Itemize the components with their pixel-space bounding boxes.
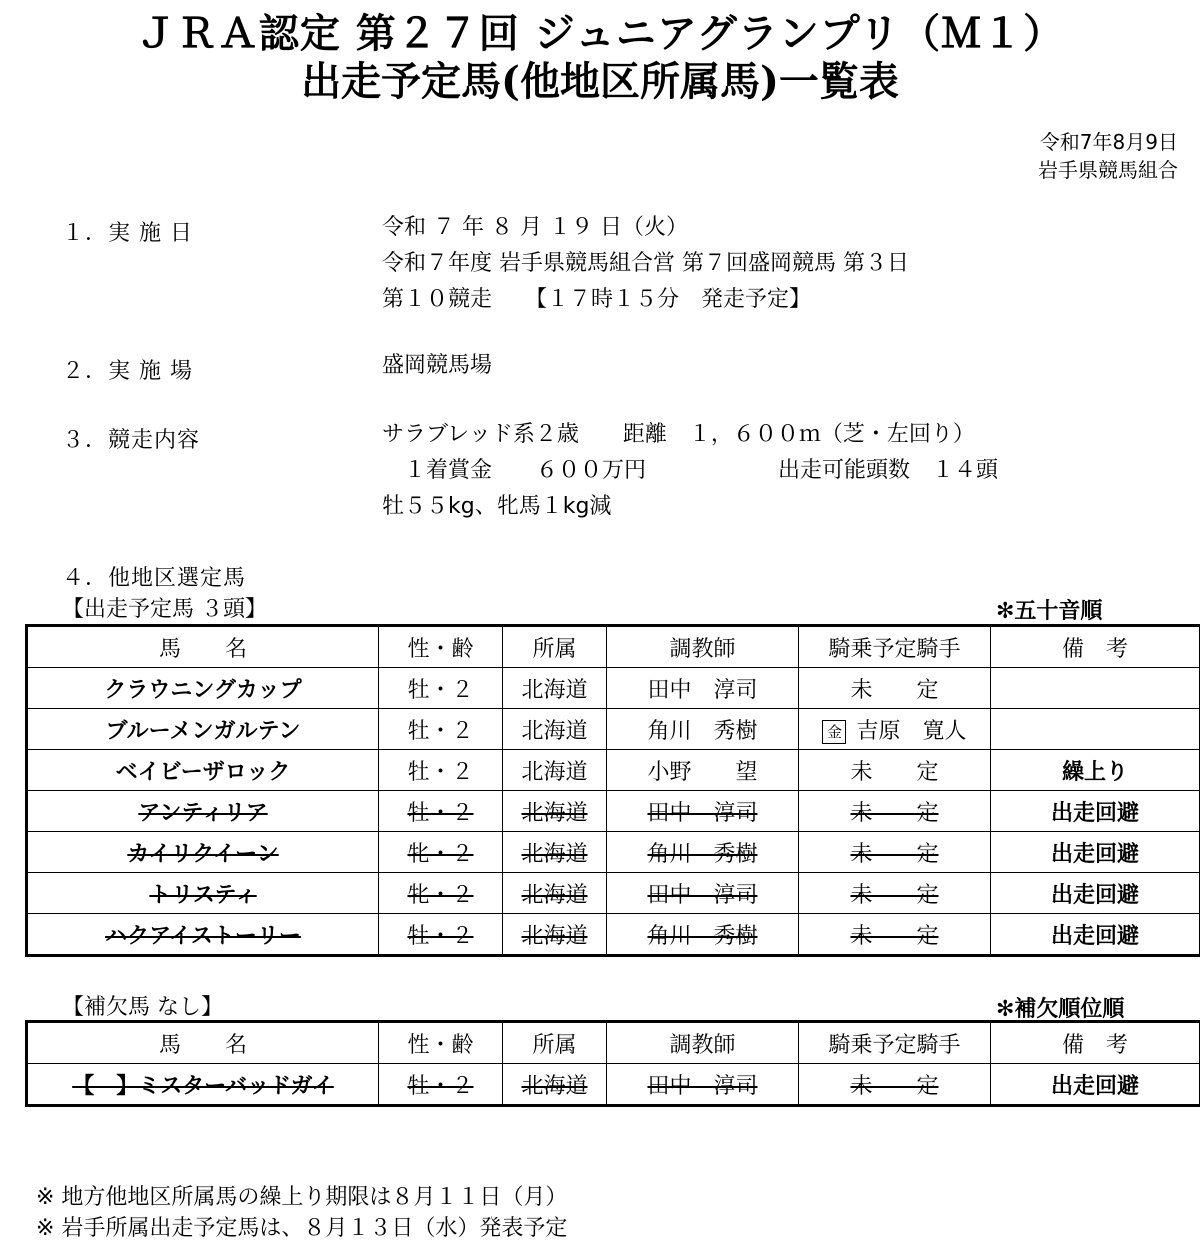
- section-2-body: 盛岡競馬場: [382, 348, 492, 384]
- trainer-text: 田中 淳司: [647, 1074, 757, 1099]
- trainer-cell: [607, 1064, 799, 1106]
- reserves-label: 【補欠馬 なし】: [62, 990, 223, 1021]
- jockey-cell: [799, 791, 991, 832]
- remarks-text: 出走回避: [1051, 924, 1139, 949]
- trainer-text: 角川 秀樹: [647, 719, 757, 744]
- header-remarks: 備 考: [991, 1022, 1200, 1064]
- sex-age-cell: [379, 791, 503, 832]
- jockey-text: 未 定: [850, 760, 938, 785]
- horse-name-text: ハクアイストーリー: [105, 924, 301, 949]
- affiliation-text: 北海道: [521, 719, 587, 744]
- document-title: ＪＲＡ認定 第２７回 ジュニアグランプリ（Ｍ１）: [0, 2, 1200, 59]
- affiliation-cell: [503, 709, 607, 750]
- horse-name-cell: [27, 750, 379, 791]
- jockey-text: 未 定: [850, 801, 938, 826]
- section-3-heading: ３．競走内容: [62, 423, 200, 454]
- section-1-body: 令和 ７ 年 ８ 月 １９ 日（火） 令和７年度 岩手県競馬組合営 第７回盛岡競馬 第３日 第１０競走 【１７時１５分 発走予定】: [382, 210, 909, 318]
- horse-name-cell: [27, 791, 379, 832]
- horse-name-text: トリスティ: [149, 883, 256, 908]
- horse-name-cell: [27, 668, 379, 709]
- sex-age-text: 牝・２: [407, 842, 473, 867]
- remarks-cell: [991, 914, 1200, 956]
- table-row: [27, 873, 1200, 914]
- jockey-cell: [799, 1064, 991, 1106]
- jockey-text: 吉原 寛人: [856, 719, 966, 744]
- jockey-cell: [799, 668, 991, 709]
- jockey-cell: [799, 750, 991, 791]
- footnote-1: ※ 地方他地区所属馬の繰上り期限は８月１１日（月）: [36, 1180, 567, 1211]
- header-affiliation: 所属: [503, 626, 607, 668]
- header-horse-name: 馬 名: [27, 626, 379, 668]
- trainer-cell: [607, 791, 799, 832]
- jockey-cell: [799, 832, 991, 873]
- remarks-cell: [991, 709, 1200, 750]
- table-row: [27, 668, 1200, 709]
- sex-age-cell: [379, 832, 503, 873]
- sex-age-text: 牡・２: [407, 760, 473, 785]
- affiliation-cell: [503, 1064, 607, 1106]
- trainer-cell: [607, 873, 799, 914]
- table-row: [27, 709, 1200, 750]
- reserves-table: [25, 1020, 1200, 1107]
- section-1-heading: １．実 施 日: [62, 216, 193, 247]
- sex-age-cell: [379, 1064, 503, 1106]
- trainer-text: 角川 秀樹: [647, 842, 757, 867]
- affiliation-cell: [503, 873, 607, 914]
- affiliation-text: 北海道: [521, 883, 587, 908]
- horse-name-text: ブルーメンガルテン: [106, 719, 301, 744]
- trainer-cell: [607, 750, 799, 791]
- remarks-text: 出走回避: [1051, 801, 1139, 826]
- remarks-text: 繰上り: [1062, 760, 1128, 785]
- trainer-cell: [607, 709, 799, 750]
- jockey-cell: [799, 873, 991, 914]
- affiliation-cell: [503, 832, 607, 873]
- trainer-cell: [607, 832, 799, 873]
- remarks-cell: [991, 1064, 1200, 1106]
- header-jockey: 騎乗予定騎手: [799, 1022, 991, 1064]
- header-remarks: 備 考: [991, 626, 1200, 668]
- table-header-row: [27, 626, 1200, 668]
- sex-age-cell: [379, 668, 503, 709]
- trainer-text: 田中 淳司: [647, 883, 757, 908]
- affiliation-cell: [503, 791, 607, 832]
- entries-sort-note: ✻五十音順: [996, 594, 1102, 625]
- horse-name-text: 【 】ミスターバッドガイ: [72, 1074, 334, 1099]
- affiliation-text: 北海道: [521, 842, 587, 867]
- sex-age-cell: [379, 750, 503, 791]
- sex-age-cell: [379, 914, 503, 956]
- entries-label: 【出走予定馬 ３頭】: [62, 592, 267, 623]
- horse-name-cell: [27, 914, 379, 956]
- issue-date: 令和7年8月9日: [1038, 128, 1178, 156]
- jockey-cell: [799, 709, 991, 750]
- header-trainer: 調教師: [607, 1022, 799, 1064]
- horse-name-text: クラウニングカップ: [104, 678, 301, 703]
- jockey-cell: [799, 914, 991, 956]
- trainer-cell: [607, 914, 799, 956]
- affiliation-text: 北海道: [521, 1074, 587, 1099]
- affiliation-text: 北海道: [521, 678, 587, 703]
- trainer-text: 角川 秀樹: [647, 924, 757, 949]
- jra-jockey-mark-icon: 金: [822, 720, 846, 744]
- horse-name-text: ベイビーザロック: [116, 760, 291, 785]
- header-affiliation: 所属: [503, 1022, 607, 1064]
- document-subtitle: 出走予定馬(他地区所属馬)一覧表: [0, 50, 1200, 107]
- remarks-cell: [991, 832, 1200, 873]
- header-sex-age: 性・齢: [379, 1022, 503, 1064]
- section-2-heading: ２．実 施 場: [62, 354, 193, 385]
- affiliation-cell: [503, 668, 607, 709]
- trainer-text: 小野 望: [647, 760, 757, 785]
- sex-age-cell: [379, 709, 503, 750]
- table-row: [27, 914, 1200, 956]
- entries-table: [25, 624, 1200, 957]
- header-jockey: 騎乗予定騎手: [799, 626, 991, 668]
- header-sex-age: 性・齢: [379, 626, 503, 668]
- header-horse-name: 馬 名: [27, 1022, 379, 1064]
- header-trainer: 調教師: [607, 626, 799, 668]
- trainer-text: 田中 淳司: [647, 678, 757, 703]
- footnote-2: ※ 岩手所属出走予定馬は、８月１３日（水）発表予定: [36, 1211, 567, 1242]
- sex-age-text: 牡・２: [407, 719, 473, 744]
- table-header-row: [27, 1022, 1200, 1064]
- remarks-cell: [991, 873, 1200, 914]
- sex-age-text: 牡・２: [407, 924, 473, 949]
- jockey-text: 未 定: [850, 1074, 938, 1099]
- section-3-body: サラブレッド系２歳 距離 １，６００ｍ（芝・左回り） １着賞金 ６００万円 出走可能頭数 １４頭 牡５５kg、牝馬１kg減: [382, 417, 998, 525]
- sex-age-cell: [379, 873, 503, 914]
- sex-age-text: 牡・２: [407, 678, 473, 703]
- remarks-cell: [991, 791, 1200, 832]
- horse-name-cell: [27, 873, 379, 914]
- issuer-name: 岩手県競馬組合: [1038, 156, 1178, 184]
- table-row: [27, 1064, 1200, 1106]
- affiliation-text: 北海道: [521, 801, 587, 826]
- jockey-text: 未 定: [850, 678, 938, 703]
- horse-name-text: カイリクイーン: [127, 842, 278, 867]
- remarks-cell: [991, 750, 1200, 791]
- affiliation-text: 北海道: [521, 924, 587, 949]
- trainer-cell: [607, 668, 799, 709]
- jockey-text: 未 定: [850, 883, 938, 908]
- horse-name-cell: [27, 709, 379, 750]
- horse-name-cell: [27, 1064, 379, 1106]
- table-row: [27, 750, 1200, 791]
- issuer-block: [1038, 128, 1178, 184]
- table-row: [27, 832, 1200, 873]
- sex-age-text: 牡・２: [407, 801, 473, 826]
- remarks-text: 出走回避: [1051, 1074, 1139, 1099]
- sex-age-text: 牡・２: [407, 1074, 473, 1099]
- sex-age-text: 牝・２: [407, 883, 473, 908]
- affiliation-text: 北海道: [521, 760, 587, 785]
- jockey-text: 未 定: [850, 842, 938, 867]
- affiliation-cell: [503, 750, 607, 791]
- remarks-text: 出走回避: [1051, 883, 1139, 908]
- trainer-text: 田中 淳司: [647, 801, 757, 826]
- section-4-heading: ４．他地区選定馬: [62, 561, 246, 592]
- remarks-cell: [991, 668, 1200, 709]
- horse-name-text: アンティリア: [138, 801, 267, 826]
- reserves-sort-note: ✻補欠順位順: [996, 992, 1124, 1023]
- table-row: [27, 791, 1200, 832]
- affiliation-cell: [503, 914, 607, 956]
- jockey-text: 未 定: [850, 924, 938, 949]
- horse-name-cell: [27, 832, 379, 873]
- remarks-text: 出走回避: [1051, 842, 1139, 867]
